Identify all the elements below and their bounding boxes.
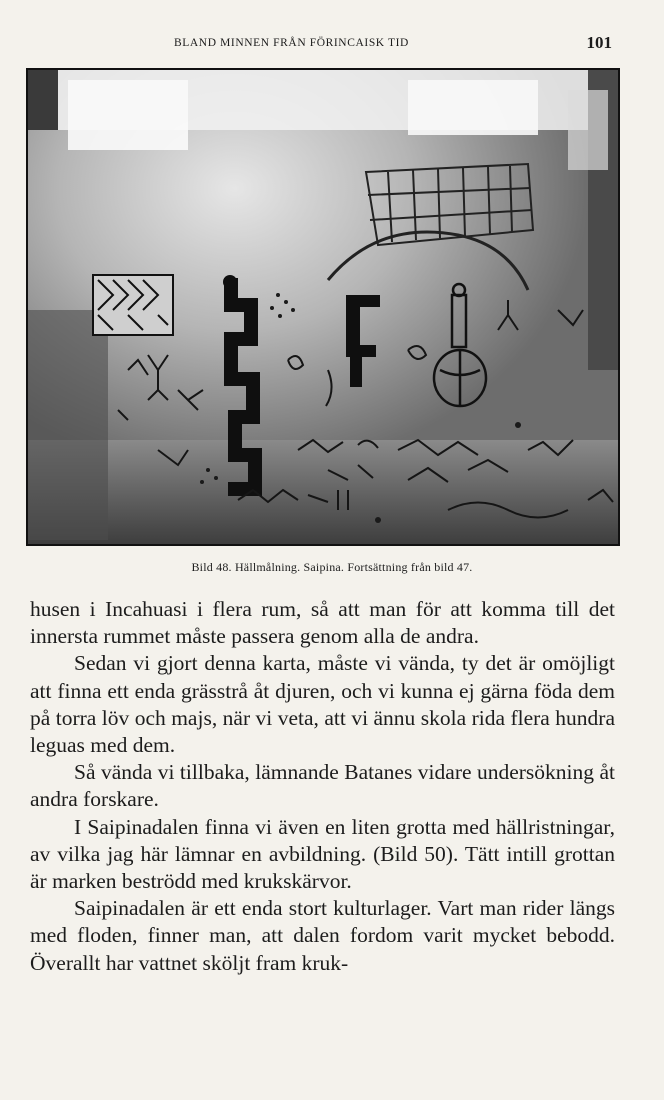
- paragraph-2: Sedan vi gjort denna karta, måste vi vända, ty det är omöjligt att finna ett enda grässtrå åt djuren, och vi kunna ej gärna föda dem på torra löv och majs, när vi veta, att vi ännu skola rida flera hundra leguas med dem.: [30, 651, 615, 758]
- rock-painting-figure: [26, 68, 620, 546]
- figure-caption: Bild 48. Hällmålning. Saipina. Fortsättning från bild 47.: [191, 560, 473, 574]
- paragraph-4: I Saipinadalen finna vi även en liten grotta med hällristningar, av vilka jag här lämnar en avbildning. (Bild 50). Tätt intill grottan är marken beströdd med krukskärvor.: [30, 814, 615, 894]
- rock-painting-photo-icon: [28, 70, 618, 544]
- running-head: [0, 34, 664, 54]
- body-text: [30, 596, 615, 977]
- paragraph-5: Saipinadalen är ett enda stort kulturlager. Vart man rider längs med floden, finner man, att dalen fordom varit mycket bebodd. Överallt har vattnet sköljt fram kruk-: [30, 896, 615, 975]
- paragraph-1: husen i Incahuasi i flera rum, så att man för att komma till det innersta rummet måste passera genom alla de andra.: [30, 597, 615, 649]
- page-number: 101: [586, 33, 612, 52]
- running-title: BLAND MINNEN FRÅN FÖRINCAISK TID: [174, 37, 409, 49]
- paragraph-3: Så vända vi tillbaka, lämnande Batanes vidare undersökning åt andra forskare.: [30, 760, 615, 812]
